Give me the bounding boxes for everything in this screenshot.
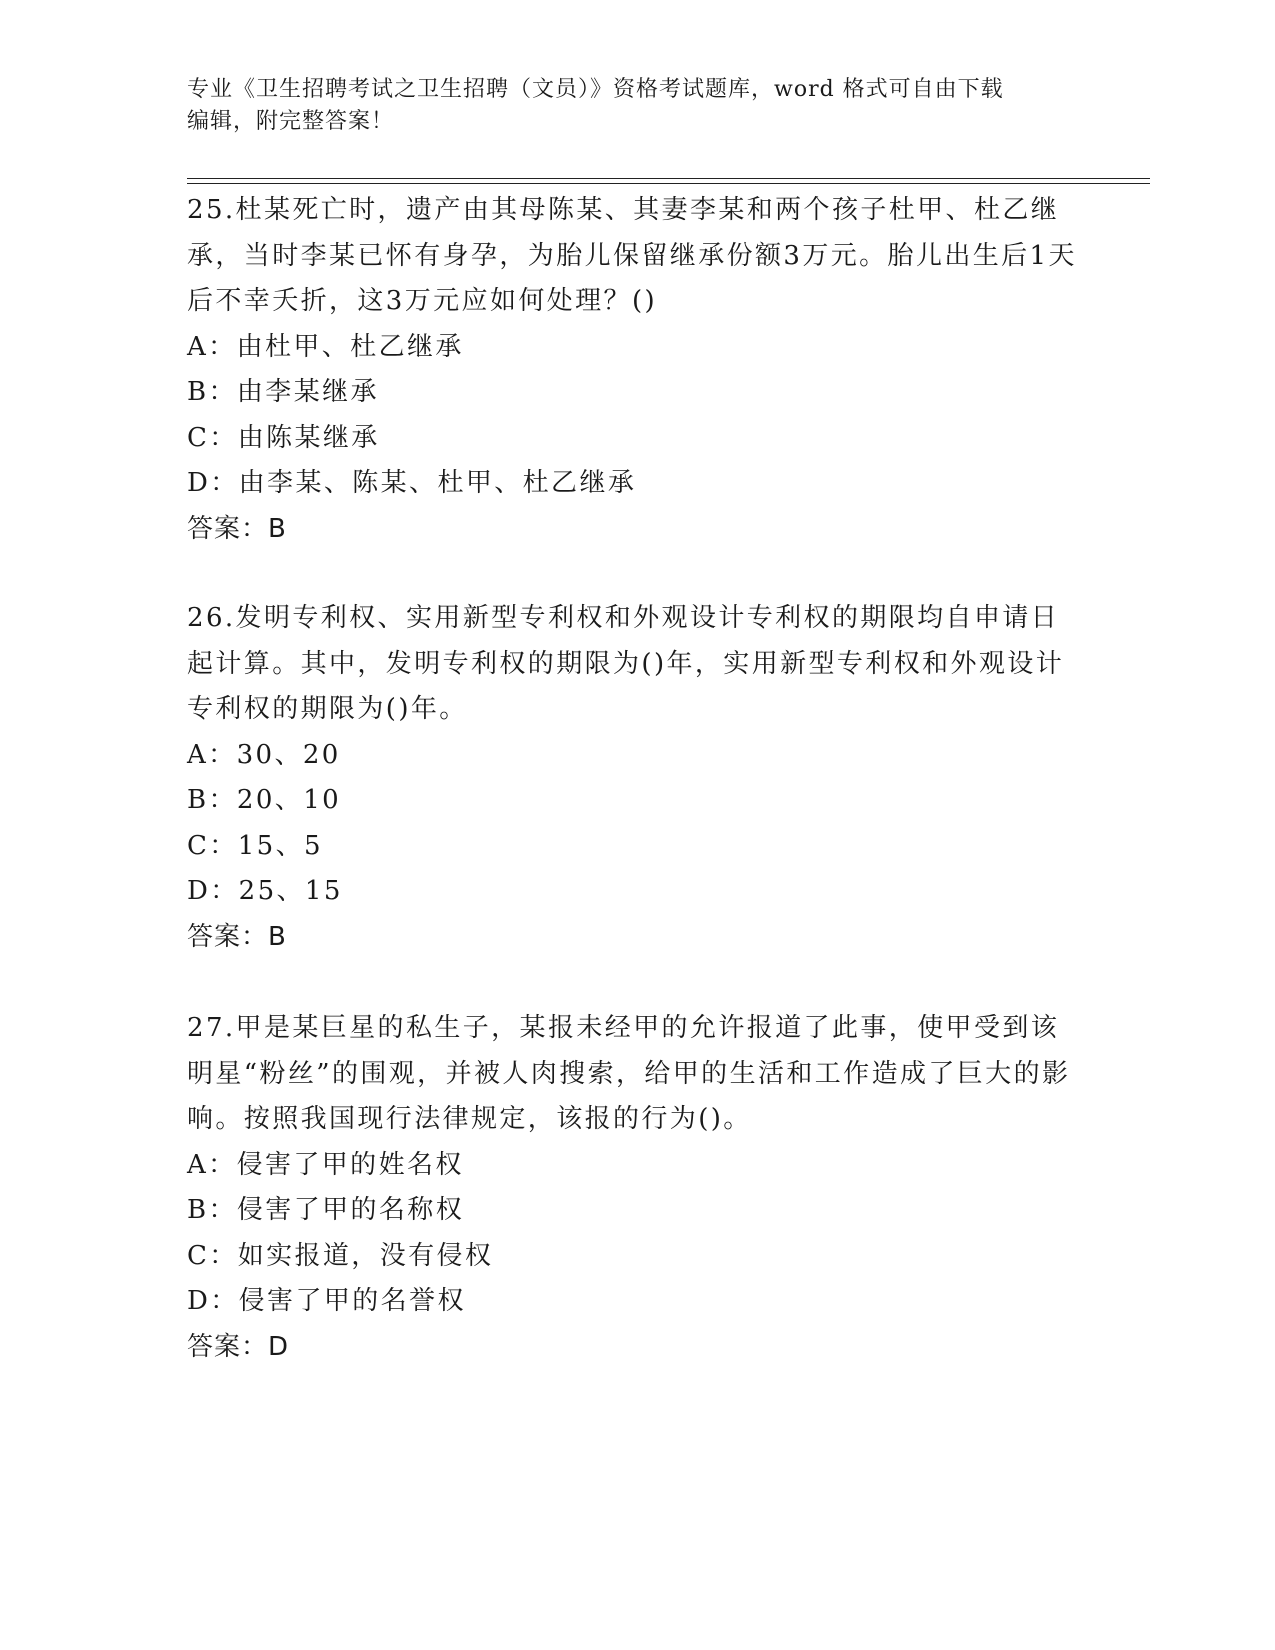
option-a: A：侵害了甲的姓名权 xyxy=(187,1149,464,1180)
option-b: B：侵害了甲的名称权 xyxy=(187,1195,465,1225)
option-c: C：由陈某继承 xyxy=(187,422,380,453)
header-line-1: 专业《卫生招聘考试之卫生招聘（文员）》资格考试题库，word 格式可自由下载 xyxy=(187,77,1004,102)
header-line-2: 编辑，附完整答案！ xyxy=(187,109,395,134)
option-b: B：20、10 xyxy=(187,785,342,815)
option-d: D：侵害了甲的名誉权 xyxy=(187,1286,466,1316)
answer: 答案：D xyxy=(187,1331,290,1362)
question-stem: 27.甲是某巨星的私生子，某报未经甲的允许报道了此事，使甲受到该明星“粉丝”的围观，并被人肉搜索，给甲的生活和工作造成了巨大的影响。按照我国现行法律规定，该报的行为()。 xyxy=(187,1013,1071,1134)
question-26 xyxy=(187,596,1087,960)
header-divider-top xyxy=(187,178,1150,179)
document-header xyxy=(187,74,1087,138)
question-27 xyxy=(187,1006,1087,1370)
option-d: D：由李某、陈某、杜甲、杜乙继承 xyxy=(187,468,637,498)
answer: 答案：B xyxy=(187,513,287,544)
answer: 答案：B xyxy=(187,921,287,952)
option-c: C：如实报道，没有侵权 xyxy=(187,1240,494,1271)
question-stem: 26.发明专利权、实用新型专利权和外观设计专利权的期限均自申请日起计算。其中，发明专利权的期限为()年，实用新型专利权和外观设计专利权的期限为()年。 xyxy=(187,603,1065,724)
option-c: C：15、5 xyxy=(187,830,323,861)
option-d: D：25、15 xyxy=(187,876,343,906)
option-a: A：由杜甲、杜乙继承 xyxy=(187,331,464,362)
question-stem: 25.杜某死亡时，遗产由其母陈某、其妻李某和两个孩子杜甲、杜乙继承，当时李某已怀有身孕，为胎儿保留继承份额3万元。胎儿出生后1天后不幸夭折，这3万元应如何处理？() xyxy=(187,195,1077,316)
question-25 xyxy=(187,188,1087,552)
option-a: A：30、20 xyxy=(187,739,341,770)
option-b: B：由李某继承 xyxy=(187,377,379,407)
header-divider-bottom xyxy=(187,183,1150,184)
